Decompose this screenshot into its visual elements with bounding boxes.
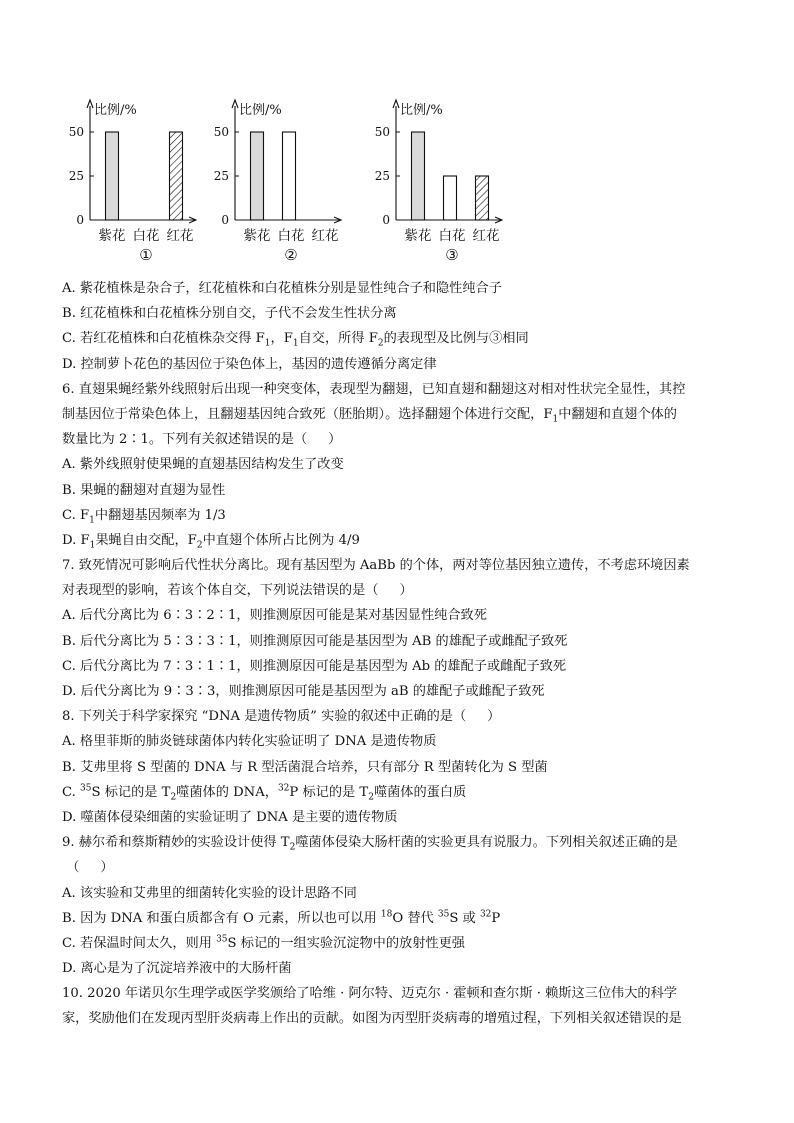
text-line-q6a: A. 紫外线照射使果蝇的直翅基因结构发生了改变 <box>62 457 344 473</box>
y-tick-label: 50 <box>213 125 229 139</box>
x-tick-label: 白花 <box>277 228 305 244</box>
x-tick-label: 白花 <box>132 228 160 244</box>
text-line-q7c: C. 后代分离比为 7∶3∶1∶1，则推测原因可能是基因型为 Ab 的雄配子或雌配子致死 <box>62 658 567 674</box>
chart-1 <box>56 96 206 266</box>
bar-chart-svg <box>362 96 532 266</box>
text-line-q9b: B. 因为 DNA 和蛋白质都含有 O 元素，所以也可以用 $^{18}$O 替代 $^{35}$S 或 $^{32}$P <box>62 909 501 926</box>
bar-chart-svg <box>201 96 371 266</box>
y-tick-label: 0 <box>382 213 390 227</box>
text-line-q9-2: （ ） <box>62 860 114 876</box>
text-line-q7d: D. 后代分离比为 9∶3∶3，则推测原因可能是基因型为 aB 的雄配子或雌配子致死 <box>62 684 545 699</box>
text-line-q6d: D. $F_1$果蝇自由交配，$F_2$中直翅个体所占比例为 4/9 <box>62 532 360 551</box>
text-line-q6-1: 6. 直翅果蝇经紫外线照射后出现一种突变体，表现型为翻翅，已知直翅和翻翅这对相对性状完全显性，其控 <box>62 381 686 397</box>
x-tick-label: 白花 <box>438 228 466 244</box>
y-tick-label: 25 <box>374 169 390 183</box>
text-line-q5c: C. 若红花植株和白花植株杂交得 $F_1$，$F_1$自交，所得 $F_2$的表现型及比例与③相同 <box>62 331 529 350</box>
text-line-q9d: D. 离心是为了沉淀培养液中的大肠杆菌 <box>62 961 292 977</box>
y-tick-label: 25 <box>213 169 229 183</box>
x-tick-label: 紫花 <box>98 228 126 244</box>
bar-红花 <box>476 176 489 220</box>
chart-2 <box>201 96 351 266</box>
text-line-q6c: C. $F_1$中翻翅基因频率为 1/3 <box>62 507 226 526</box>
text-line-q8d: D. 噬菌体侵染细菌的实验证明了 DNA 是主要的遗传物质 <box>62 809 398 825</box>
text-line-q5a: A. 紫花植株是杂合子，红花植株和白花植株分别是显性纯合子和隐性纯合子 <box>62 281 502 296</box>
bar-白花 <box>283 132 296 220</box>
bar-红花 <box>170 132 183 220</box>
chart-3 <box>362 96 512 266</box>
y-axis-label: 比例/% <box>400 103 443 118</box>
x-tick-label: 红花 <box>311 228 339 244</box>
text-line-q7a: A. 后代分离比为 6∶3∶2∶1，则推测原因可能是某对基因显性纯合致死 <box>62 608 487 624</box>
text-line-q7-1: 7. 致死情况可影响后代性状分离比。现有基因型为 AaBb 的个体，两对等位基因独立遗传，不考虑环境因素 <box>62 558 690 574</box>
x-tick-label: 红花 <box>166 228 194 244</box>
text-line-q9c: C. 若保温时间太久，则用 $^{35}$S 标记的一组实验沉淀物中的放射性更强 <box>62 934 465 951</box>
chart-caption: ① <box>139 246 153 264</box>
text-line-q8c: C. $^{35}$S 标记的是 $T_2$噬菌体的 DNA，$^{32}$P 标记的是 $T_2$噬菌体的蛋白质 <box>62 783 467 803</box>
y-axis-label: 比例/% <box>94 103 137 118</box>
x-tick-label: 红花 <box>472 228 500 244</box>
chart-caption: ③ <box>445 246 459 264</box>
chart-caption: ② <box>284 246 298 264</box>
text-line-q8a: A. 格里菲斯的肺炎链球菌体内转化实验证明了 DNA 是遗传物质 <box>62 734 437 750</box>
text-line-q9a: A. 该实验和艾弗里的细菌转化实验的设计思路不同 <box>62 885 357 901</box>
y-tick-label: 50 <box>374 125 390 139</box>
y-tick-label: 0 <box>76 213 84 227</box>
text-line-q6-2: 制基因位于常染色体上，且翻翅基因纯合致死（胚胎期）。选择翻翅个体进行交配，$F_1$中翻翅和直翅个体的 <box>62 406 677 425</box>
text-line-q10-2: 家，奖励他们在发现丙型肝炎病毒上作出的贡献。如图为丙型肝炎病毒的增殖过程，下列相关叙述错误的是 <box>62 1011 682 1027</box>
text-line-q5b: B. 红花植株和白花植株分别自交，子代不会发生性状分离 <box>62 306 397 322</box>
text-line-q6b: B. 果蝇的翻翅对直翅为显性 <box>62 482 226 498</box>
y-tick-label: 0 <box>221 213 229 227</box>
text-line-q8b: B. 艾弗里将 S 型菌的 DNA 与 R 型活菌混合培养，只有部分 R 型菌转化为 S 型菌 <box>62 759 548 775</box>
text-line-q7b: B. 后代分离比为 5∶3∶3∶1，则推测原因可能是基因型为 AB 的雄配子或雌配子致死 <box>62 633 568 649</box>
bar-白花 <box>444 176 457 220</box>
question-text <box>62 276 742 1032</box>
text-line-q7-2: 对表现型的影响，若该个体自交，下列说法错误的是（ ） <box>62 583 413 599</box>
bar-charts-figure <box>56 96 526 266</box>
text-line-q6-3: 数量比为 2∶1。下列有关叙述错误的是（ ） <box>62 432 342 448</box>
bar-紫花 <box>412 132 425 220</box>
x-tick-label: 紫花 <box>404 228 432 244</box>
text-line-q10-1: 10. 2020 年诺贝尔生理学或医学奖颁给了哈维 · 阿尔特、迈克尔 · 霍顿和查尔斯 · 赖斯这三位伟大的科学 <box>62 986 677 1002</box>
y-tick-label: 50 <box>68 125 84 139</box>
bar-紫花 <box>106 132 119 220</box>
y-tick-label: 25 <box>68 169 84 183</box>
x-tick-label: 紫花 <box>243 228 271 244</box>
text-line-q5d: D. 控制萝卜花色的基因位于染色体上，基因的遗传遵循分离定律 <box>62 356 437 372</box>
text-line-q9-1: 9. 赫尔希和蔡斯精妙的实验设计使得 $T_2$噬菌体侵染大肠杆菌的实验更具有说服力。下列相关叙述正确的是 <box>62 835 678 853</box>
text-line-q8: 8. 下列关于科学家探究 “DNA 是遗传物质” 实验的叙述中正确的是（ ） <box>62 709 501 725</box>
bar-紫花 <box>251 132 264 220</box>
y-axis-label: 比例/% <box>239 103 282 118</box>
